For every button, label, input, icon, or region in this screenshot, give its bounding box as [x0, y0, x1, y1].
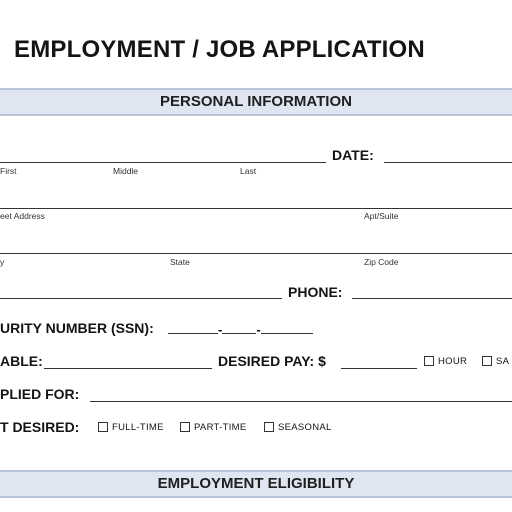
- phone-field[interactable]: [352, 298, 512, 299]
- street-address-caption: eet Address: [0, 211, 45, 221]
- date-available-label: ABLE:: [0, 353, 43, 369]
- seasonal-label: SEASONAL: [278, 422, 332, 433]
- section-header-personal: [0, 88, 512, 116]
- email-field[interactable]: [0, 298, 282, 299]
- date-label: DATE:: [332, 147, 374, 163]
- salary-checkbox[interactable]: [482, 356, 492, 366]
- fulltime-option[interactable]: [98, 422, 164, 433]
- fulltime-checkbox[interactable]: [98, 422, 108, 432]
- apt-suite-caption: Apt/Suite: [364, 211, 399, 221]
- date-available-field[interactable]: [44, 368, 212, 369]
- pay-salary-option[interactable]: [482, 356, 509, 367]
- parttime-checkbox[interactable]: [180, 422, 190, 432]
- desired-pay-label: DESIRED PAY: $: [218, 353, 326, 369]
- city-state-zip-field[interactable]: [0, 253, 512, 254]
- phone-label: PHONE:: [288, 284, 343, 300]
- name-middle-caption: Middle: [113, 166, 139, 176]
- zip-caption: Zip Code: [364, 257, 399, 267]
- hour-label: HOUR: [438, 356, 468, 367]
- ssn-field[interactable]: - -: [168, 321, 313, 339]
- section-header-eligibility: [0, 470, 512, 498]
- hour-checkbox[interactable]: [424, 356, 434, 366]
- state-caption: State: [170, 257, 190, 267]
- street-address-field[interactable]: [0, 208, 512, 209]
- city-caption: y: [0, 257, 5, 267]
- fulltime-label: FULL-TIME: [112, 422, 164, 433]
- parttime-label: PART-TIME: [194, 422, 247, 433]
- form-title: EMPLOYMENT / JOB APPLICATION: [14, 36, 425, 63]
- position-applied-label: PLIED FOR:: [0, 386, 80, 402]
- name-field[interactable]: [0, 162, 326, 163]
- parttime-option[interactable]: [180, 422, 247, 433]
- seasonal-option[interactable]: [264, 422, 332, 433]
- date-field[interactable]: [384, 162, 512, 163]
- section-title-eligibility: EMPLOYMENT ELIGIBILITY: [157, 475, 355, 492]
- salary-label: SA: [496, 356, 510, 367]
- name-first-caption: First: [0, 166, 17, 176]
- seasonal-checkbox[interactable]: [264, 422, 274, 432]
- section-title-personal: PERSONAL INFORMATION: [160, 93, 352, 110]
- desired-pay-field[interactable]: [341, 368, 417, 369]
- employment-desired-label: T DESIRED:: [0, 419, 80, 435]
- position-applied-field[interactable]: [90, 401, 512, 402]
- ssn-label: URITY NUMBER (SSN):: [0, 320, 154, 336]
- name-last-caption: Last: [240, 166, 257, 176]
- pay-hour-option[interactable]: [424, 356, 467, 367]
